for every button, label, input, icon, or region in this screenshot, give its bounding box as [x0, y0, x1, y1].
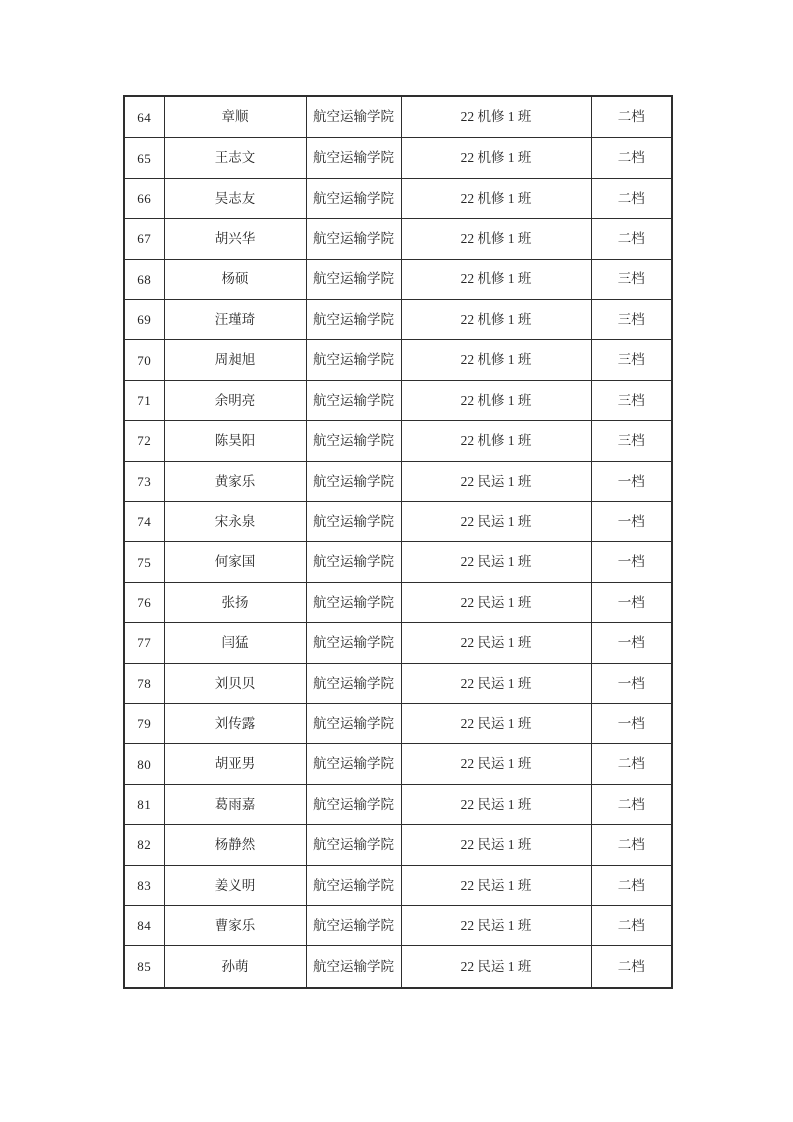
- cell-name: 闫猛: [164, 623, 306, 663]
- cell-tier: 一档: [591, 542, 672, 582]
- cell-class: 22 民运 1 班: [401, 582, 591, 622]
- cell-college: 航空运输学院: [306, 704, 401, 744]
- cell-college: 航空运输学院: [306, 219, 401, 259]
- cell-tier: 一档: [591, 663, 672, 703]
- cell-class: 22 机修 1 班: [401, 219, 591, 259]
- table-row: [124, 299, 672, 339]
- cell-tier: 一档: [591, 461, 672, 501]
- cell-name: 汪瑾琦: [164, 299, 306, 339]
- cell-name: 曹家乐: [164, 906, 306, 946]
- cell-tier: 三档: [591, 421, 672, 461]
- cell-no: 68: [124, 259, 164, 299]
- cell-tier: 三档: [591, 380, 672, 420]
- table-row: [124, 501, 672, 541]
- cell-tier: 二档: [591, 906, 672, 946]
- cell-class: 22 民运 1 班: [401, 906, 591, 946]
- table-row: [124, 704, 672, 744]
- cell-name: 余明亮: [164, 380, 306, 420]
- cell-name: 刘传露: [164, 704, 306, 744]
- cell-college: 航空运输学院: [306, 461, 401, 501]
- table-row: [124, 138, 672, 178]
- cell-tier: 二档: [591, 138, 672, 178]
- cell-class: 22 机修 1 班: [401, 178, 591, 218]
- cell-no: 79: [124, 704, 164, 744]
- cell-name: 章顺: [164, 96, 306, 138]
- cell-no: 75: [124, 542, 164, 582]
- table-row: [124, 946, 672, 988]
- cell-name: 姜义明: [164, 865, 306, 905]
- cell-name: 葛雨嘉: [164, 784, 306, 824]
- cell-college: 航空运输学院: [306, 380, 401, 420]
- table-row: [124, 542, 672, 582]
- cell-tier: 二档: [591, 825, 672, 865]
- cell-class: 22 民运 1 班: [401, 501, 591, 541]
- cell-tier: 一档: [591, 582, 672, 622]
- cell-no: 81: [124, 784, 164, 824]
- cell-college: 航空运输学院: [306, 96, 401, 138]
- cell-no: 76: [124, 582, 164, 622]
- cell-class: 22 机修 1 班: [401, 421, 591, 461]
- cell-tier: 二档: [591, 219, 672, 259]
- cell-class: 22 机修 1 班: [401, 380, 591, 420]
- cell-college: 航空运输学院: [306, 299, 401, 339]
- cell-no: 85: [124, 946, 164, 988]
- cell-name: 张扬: [164, 582, 306, 622]
- table-row: [124, 219, 672, 259]
- cell-tier: 二档: [591, 946, 672, 988]
- cell-class: 22 民运 1 班: [401, 825, 591, 865]
- table-row: [124, 340, 672, 380]
- cell-no: 78: [124, 663, 164, 703]
- cell-class: 22 机修 1 班: [401, 138, 591, 178]
- cell-college: 航空运输学院: [306, 421, 401, 461]
- table-row: [124, 380, 672, 420]
- cell-tier: 三档: [591, 340, 672, 380]
- table-row: [124, 865, 672, 905]
- cell-no: 71: [124, 380, 164, 420]
- cell-college: 航空运输学院: [306, 663, 401, 703]
- cell-class: 22 民运 1 班: [401, 542, 591, 582]
- cell-college: 航空运输学院: [306, 501, 401, 541]
- cell-college: 航空运输学院: [306, 178, 401, 218]
- table-row: [124, 623, 672, 663]
- cell-class: 22 机修 1 班: [401, 259, 591, 299]
- cell-no: 69: [124, 299, 164, 339]
- table-row: [124, 582, 672, 622]
- cell-college: 航空运输学院: [306, 582, 401, 622]
- table-row: [124, 784, 672, 824]
- cell-no: 66: [124, 178, 164, 218]
- table-row: [124, 461, 672, 501]
- cell-tier: 三档: [591, 259, 672, 299]
- cell-college: 航空运输学院: [306, 744, 401, 784]
- cell-name: 杨硕: [164, 259, 306, 299]
- student-roster-table: [123, 95, 673, 989]
- cell-class: 22 民运 1 班: [401, 704, 591, 744]
- table-row: [124, 259, 672, 299]
- table-row: [124, 663, 672, 703]
- cell-name: 刘贝贝: [164, 663, 306, 703]
- cell-name: 宋永泉: [164, 501, 306, 541]
- cell-class: 22 民运 1 班: [401, 623, 591, 663]
- cell-name: 胡兴华: [164, 219, 306, 259]
- cell-name: 何家国: [164, 542, 306, 582]
- cell-no: 65: [124, 138, 164, 178]
- table-row: [124, 825, 672, 865]
- cell-no: 84: [124, 906, 164, 946]
- cell-class: 22 民运 1 班: [401, 946, 591, 988]
- cell-name: 王志文: [164, 138, 306, 178]
- cell-name: 孙萌: [164, 946, 306, 988]
- cell-name: 杨静然: [164, 825, 306, 865]
- cell-no: 82: [124, 825, 164, 865]
- cell-no: 80: [124, 744, 164, 784]
- cell-class: 22 机修 1 班: [401, 299, 591, 339]
- cell-class: 22 机修 1 班: [401, 96, 591, 138]
- student-table-body: [124, 96, 672, 988]
- cell-class: 22 民运 1 班: [401, 461, 591, 501]
- cell-no: 73: [124, 461, 164, 501]
- cell-tier: 二档: [591, 96, 672, 138]
- cell-college: 航空运输学院: [306, 906, 401, 946]
- cell-no: 83: [124, 865, 164, 905]
- cell-college: 航空运输学院: [306, 623, 401, 663]
- cell-no: 72: [124, 421, 164, 461]
- cell-name: 胡亚男: [164, 744, 306, 784]
- cell-no: 77: [124, 623, 164, 663]
- cell-name: 陈昊阳: [164, 421, 306, 461]
- cell-class: 22 民运 1 班: [401, 744, 591, 784]
- cell-class: 22 民运 1 班: [401, 865, 591, 905]
- cell-name: 吴志友: [164, 178, 306, 218]
- cell-class: 22 民运 1 班: [401, 784, 591, 824]
- cell-class: 22 机修 1 班: [401, 340, 591, 380]
- cell-college: 航空运输学院: [306, 138, 401, 178]
- cell-no: 70: [124, 340, 164, 380]
- cell-class: 22 民运 1 班: [401, 663, 591, 703]
- cell-tier: 二档: [591, 865, 672, 905]
- table-row: [124, 906, 672, 946]
- cell-name: 周昶旭: [164, 340, 306, 380]
- cell-college: 航空运输学院: [306, 259, 401, 299]
- cell-no: 64: [124, 96, 164, 138]
- cell-tier: 二档: [591, 178, 672, 218]
- cell-tier: 二档: [591, 744, 672, 784]
- cell-tier: 二档: [591, 784, 672, 824]
- cell-college: 航空运输学院: [306, 542, 401, 582]
- cell-college: 航空运输学院: [306, 340, 401, 380]
- cell-college: 航空运输学院: [306, 825, 401, 865]
- cell-college: 航空运输学院: [306, 946, 401, 988]
- cell-tier: 一档: [591, 501, 672, 541]
- cell-tier: 三档: [591, 299, 672, 339]
- cell-tier: 一档: [591, 623, 672, 663]
- cell-college: 航空运输学院: [306, 784, 401, 824]
- table-row: [124, 178, 672, 218]
- cell-no: 74: [124, 501, 164, 541]
- cell-name: 黄家乐: [164, 461, 306, 501]
- cell-no: 67: [124, 219, 164, 259]
- table-row: [124, 96, 672, 138]
- cell-tier: 一档: [591, 704, 672, 744]
- table-row: [124, 744, 672, 784]
- table-row: [124, 421, 672, 461]
- cell-college: 航空运输学院: [306, 865, 401, 905]
